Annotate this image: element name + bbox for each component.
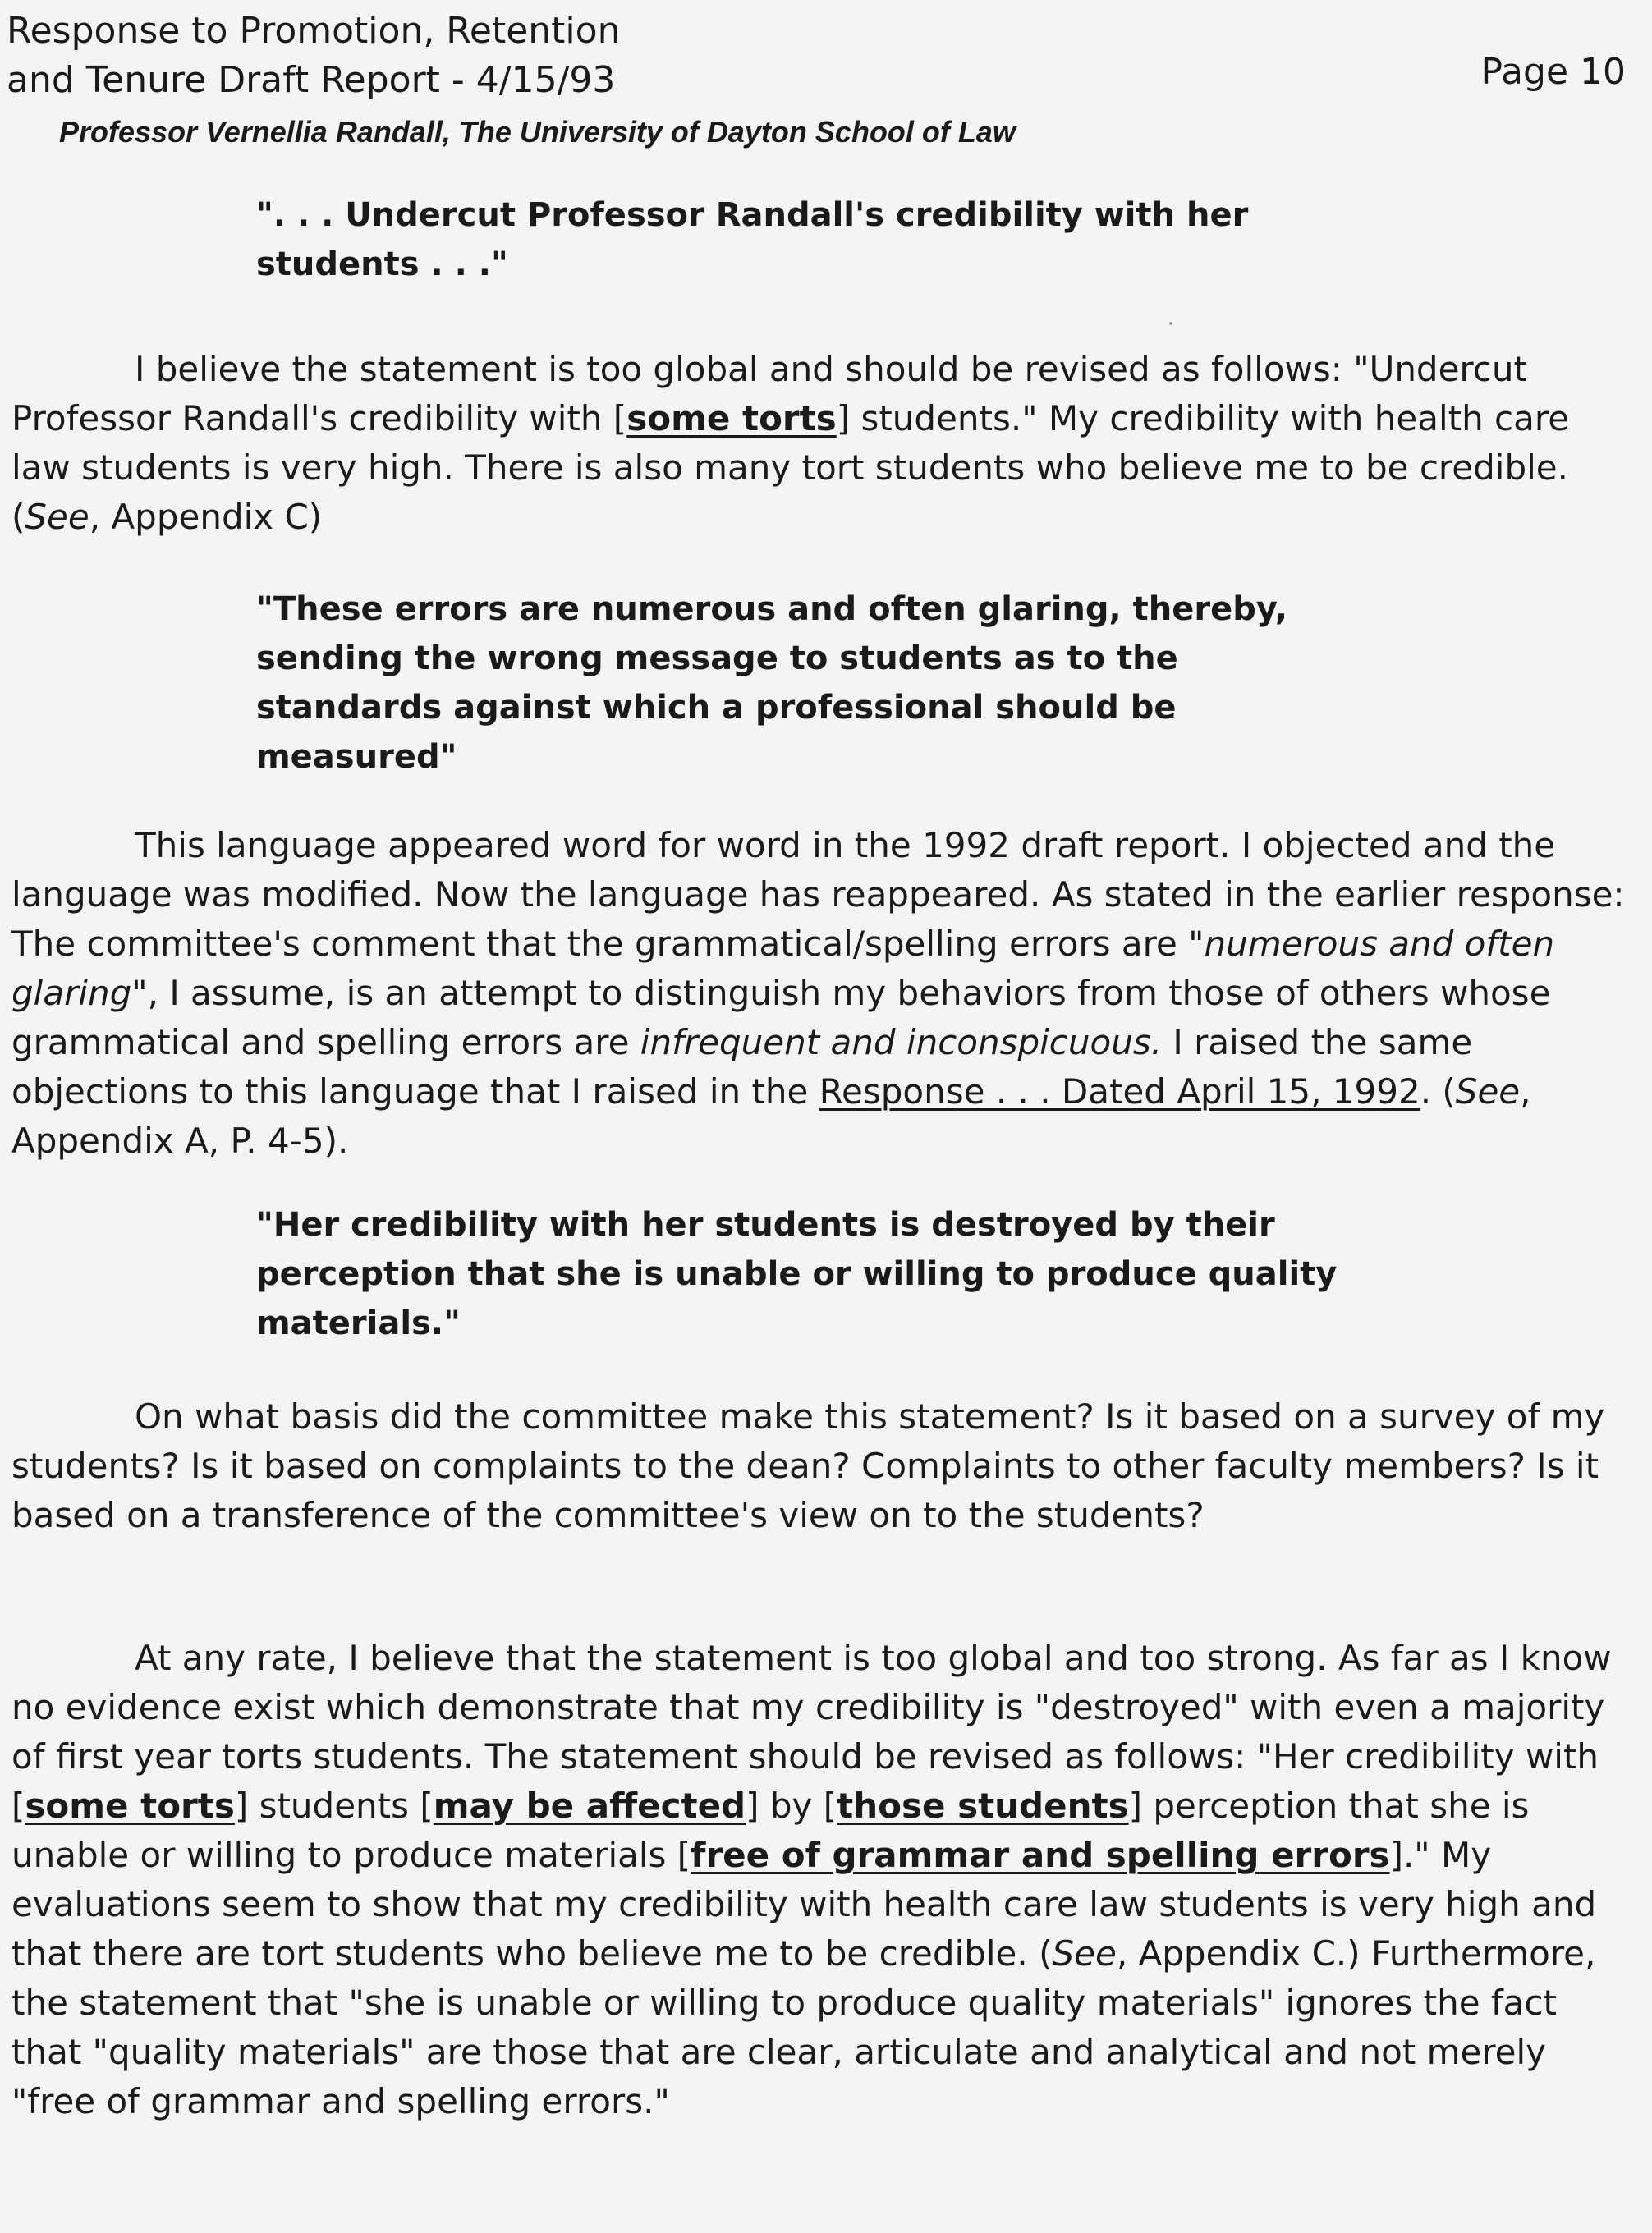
paragraph-4-text-f: , Appendix C.) Furthermore, the statement that "she is unable or willing to produce quality materials" ignores the fact that "quality materials" are those that are clear, articulate and analytical and not merely "free of grammar and spelling errors." xyxy=(11,1933,1596,2121)
paragraph-4 xyxy=(11,1634,1637,2126)
paragraph-1-see: See xyxy=(25,497,89,537)
paragraph-4-text-e: ]." My evaluations seem to show that my credibility with health care law students is very high and that there are tort students who believe me to be credible. ( xyxy=(11,1835,1597,1974)
quote-block-1 xyxy=(256,190,1422,289)
author-line: Professor Vernellia Randall, The University of Dayton School of Law xyxy=(59,115,1016,149)
paragraph-3-text: On what basis did the committee make this statement? Is it based on a survey of my students? Is it based on complaints to the dean? Complaints to other faculty members? Is it based on a transference of the committee's view on to the students? xyxy=(11,1396,1605,1535)
paragraph-4-underlined-a: some torts xyxy=(25,1786,235,1826)
header-title-line-1: Response to Promotion, Retention xyxy=(7,10,621,52)
paragraph-4-text-c: ] by [ xyxy=(746,1786,837,1826)
paragraph-2-italic-b: infrequent and inconspicuous. xyxy=(640,1022,1163,1062)
quote-3-line-3: materials." xyxy=(256,1304,461,1342)
paragraph-4-underlined-b: may be affected xyxy=(433,1786,746,1826)
paragraph-4-underlined-d: free of grammar and spelling errors xyxy=(691,1835,1390,1875)
quote-3-line-2: perception that she is unable or willing to produce quality xyxy=(256,1255,1338,1293)
quote-2-line-3: standards against which a professional should be xyxy=(256,689,1177,727)
paragraph-1-underlined-a: some torts xyxy=(626,398,837,438)
paragraph-2-text-a: This language appeared word for word in the 1992 draft report. I objected and the language was modified. Now the language has reappeared. As stated in the earlier response: The committee's comment that the grammatical/spelling errors are " xyxy=(11,825,1625,964)
paragraph-2-text-b: ", I assume, is an attempt to distinguish my behaviors from those of others whose grammatical and spelling errors are xyxy=(11,973,1551,1062)
paragraph-2-text-d: . ( xyxy=(1420,1071,1456,1112)
paragraph-1-text-c: , Appendix C) xyxy=(89,497,323,537)
paragraph-2-italic-a: numerous and often glaring xyxy=(11,924,1555,1013)
header-title xyxy=(7,7,620,105)
quote-2-line-4: measured" xyxy=(256,738,457,776)
paragraph-2-text-e: , Appendix A, P. 4-5). xyxy=(11,1071,1531,1161)
paragraph-1 xyxy=(11,345,1637,542)
paragraph-1-text-a: I believe the statement is too global and should be revised as follows: "Undercut Professor Randall's credibility with [ xyxy=(11,349,1527,438)
quote-block-3 xyxy=(256,1200,1422,1348)
paragraph-4-text-a: At any rate, I believe that the statement is too global and too strong. As far as I know no evidence exist which demonstrate that my credibility is "destroyed" with even a majority of first year torts students. The statement should be revised as follows: "Her credibility with [ xyxy=(11,1638,1612,1826)
paragraph-3 xyxy=(11,1392,1637,1540)
paragraph-4-underlined-c: those students xyxy=(837,1786,1129,1826)
paragraph-2-see: See xyxy=(1455,1071,1521,1112)
header-title-line-2: and Tenure Draft Report - 4/15/93 xyxy=(7,59,616,101)
page-number: Page 10 xyxy=(1480,51,1626,93)
paragraph-2-underlined-citation: Response . . . Dated April 15, 1992 xyxy=(819,1071,1420,1112)
quote-2-line-2: sending the wrong message to students as to the xyxy=(256,640,1178,677)
quote-1-line-2: students . . ." xyxy=(256,245,508,283)
quote-1-line-1: ". . . Undercut Professor Randall's credibility with her xyxy=(256,196,1249,234)
paragraph-2-text-c: I raised the same objections to this language that I raised in the xyxy=(11,1022,1473,1112)
quote-block-2 xyxy=(256,585,1422,782)
paragraph-4-text-b: ] students [ xyxy=(234,1786,434,1826)
scan-speck xyxy=(1169,322,1172,325)
quote-3-line-1: "Her credibility with her students is destroyed by their xyxy=(256,1206,1275,1244)
paragraph-4-see: See xyxy=(1052,1933,1117,1974)
quote-2-line-1: "These errors are numerous and often glaring, thereby, xyxy=(256,590,1288,628)
paragraph-4-text-d: ] perception that she is unable or willing to produce materials [ xyxy=(11,1786,1530,1875)
paragraph-1-text-b: ] students." My credibility with health care law students is very high. There is also many tort students who believe me to be credible. ( xyxy=(11,398,1570,537)
paragraph-2 xyxy=(11,821,1637,1166)
